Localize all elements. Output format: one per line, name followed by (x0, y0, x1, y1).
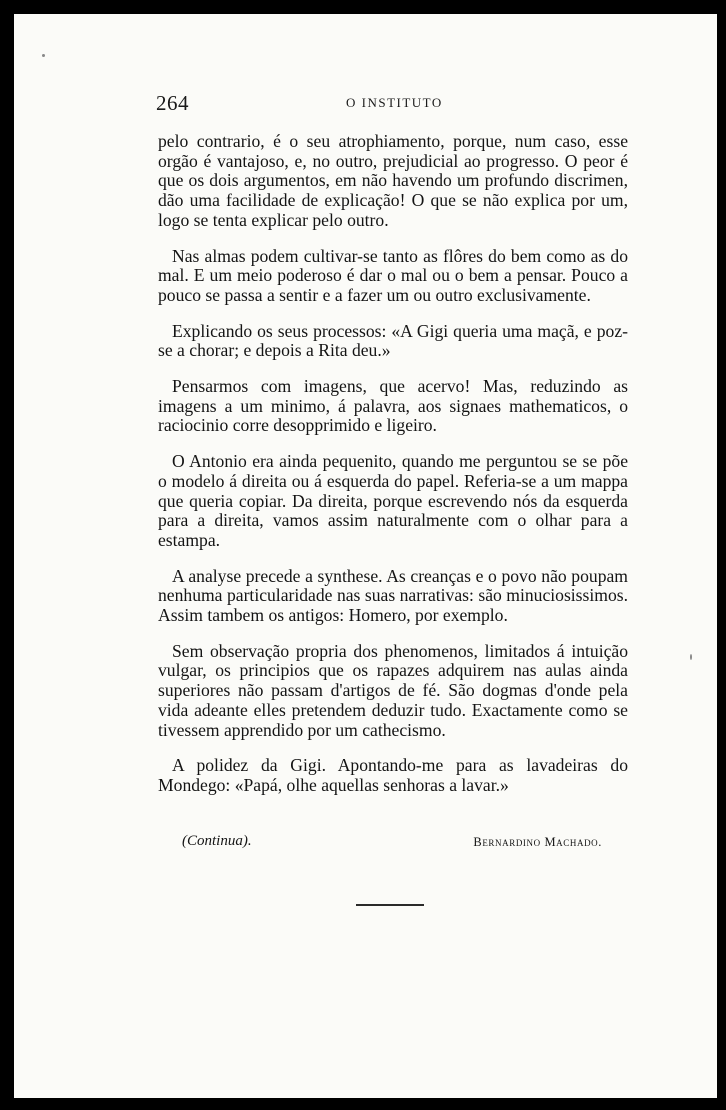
paragraph-8: A polidez da Gigi. Apontando-me para as lavadeiras do Mondego: «Papá, olhe aquellas senhoras a lavar.» (158, 755, 628, 795)
continued-note: (Continua). (182, 833, 252, 849)
article-body (158, 132, 628, 812)
paragraph-4: Pensarmos com imagens, que acervo! Mas, reduzindo as imagens a um minimo, á palavra, aos signaes mathematicos, o raciocinio corre desopprimido e ligeiro. (158, 376, 628, 436)
paragraph-3: Explicando os seus processos: «A Gigi queria uma maçã, e poz-se a chorar; e depois a Rita deu.» (158, 320, 628, 361)
article-footer (182, 833, 602, 855)
paragraph-2: Nas almas podem cultivar-se tanto as flôres do bem como as do mal. E um meio poderoso é dar o mal ou o bem a pensar. Pouco a pouco se passa a sentir e a fazer um ou outro exclusivamente. (158, 245, 628, 305)
paragraph-6: A analyse precede a synthese. As creanças e o povo não poupam nenhuma particularidade nas suas narrativas: são minuciosissimos. Assim tambem os antigos: Homero, por exemplo. (158, 565, 628, 626)
page-number: 264 (156, 91, 189, 115)
paragraph-5: O Antonio era ainda pequenito, quando me perguntou se se põe o modelo á direita ou á esquerda do papel. Referia-se a um mappa que queria copiar. Da direita, porque escrevendo nós da esquerda para a direita, vamos assim naturalmente com o olhar para a estampa. (158, 451, 628, 550)
page-header (156, 91, 618, 121)
paper-speck (690, 654, 692, 660)
paper-speck (42, 54, 45, 57)
author-signature: Bernardino Machado. (473, 835, 602, 849)
running-head: O INSTITUTO (346, 95, 443, 110)
paragraph-7: Sem observação propria dos phenomenos, limitados á intuição vulgar, os principios que os rapazes adquirem nas aulas ainda superiores não passam d'artigos de fé. São dogmas d'onde pela vida adeante elles pretendem deduzir tudo. Exactamente como se tivessem apprendido por um cathecismo. (158, 640, 628, 740)
end-rule-divider (356, 904, 424, 906)
page-sheet (14, 14, 717, 1098)
paragraph-1: pelo contrario, é o seu atrophiamento, porque, num caso, esse orgão é vantajoso, e, no outro, prejudicial ao progresso. O peor é que os dois argumentos, em não havendo um profundo discrimen, dão uma facilidade de explicação! O que se não explica por um, logo se tenta explicar pelo outro. (158, 131, 628, 230)
